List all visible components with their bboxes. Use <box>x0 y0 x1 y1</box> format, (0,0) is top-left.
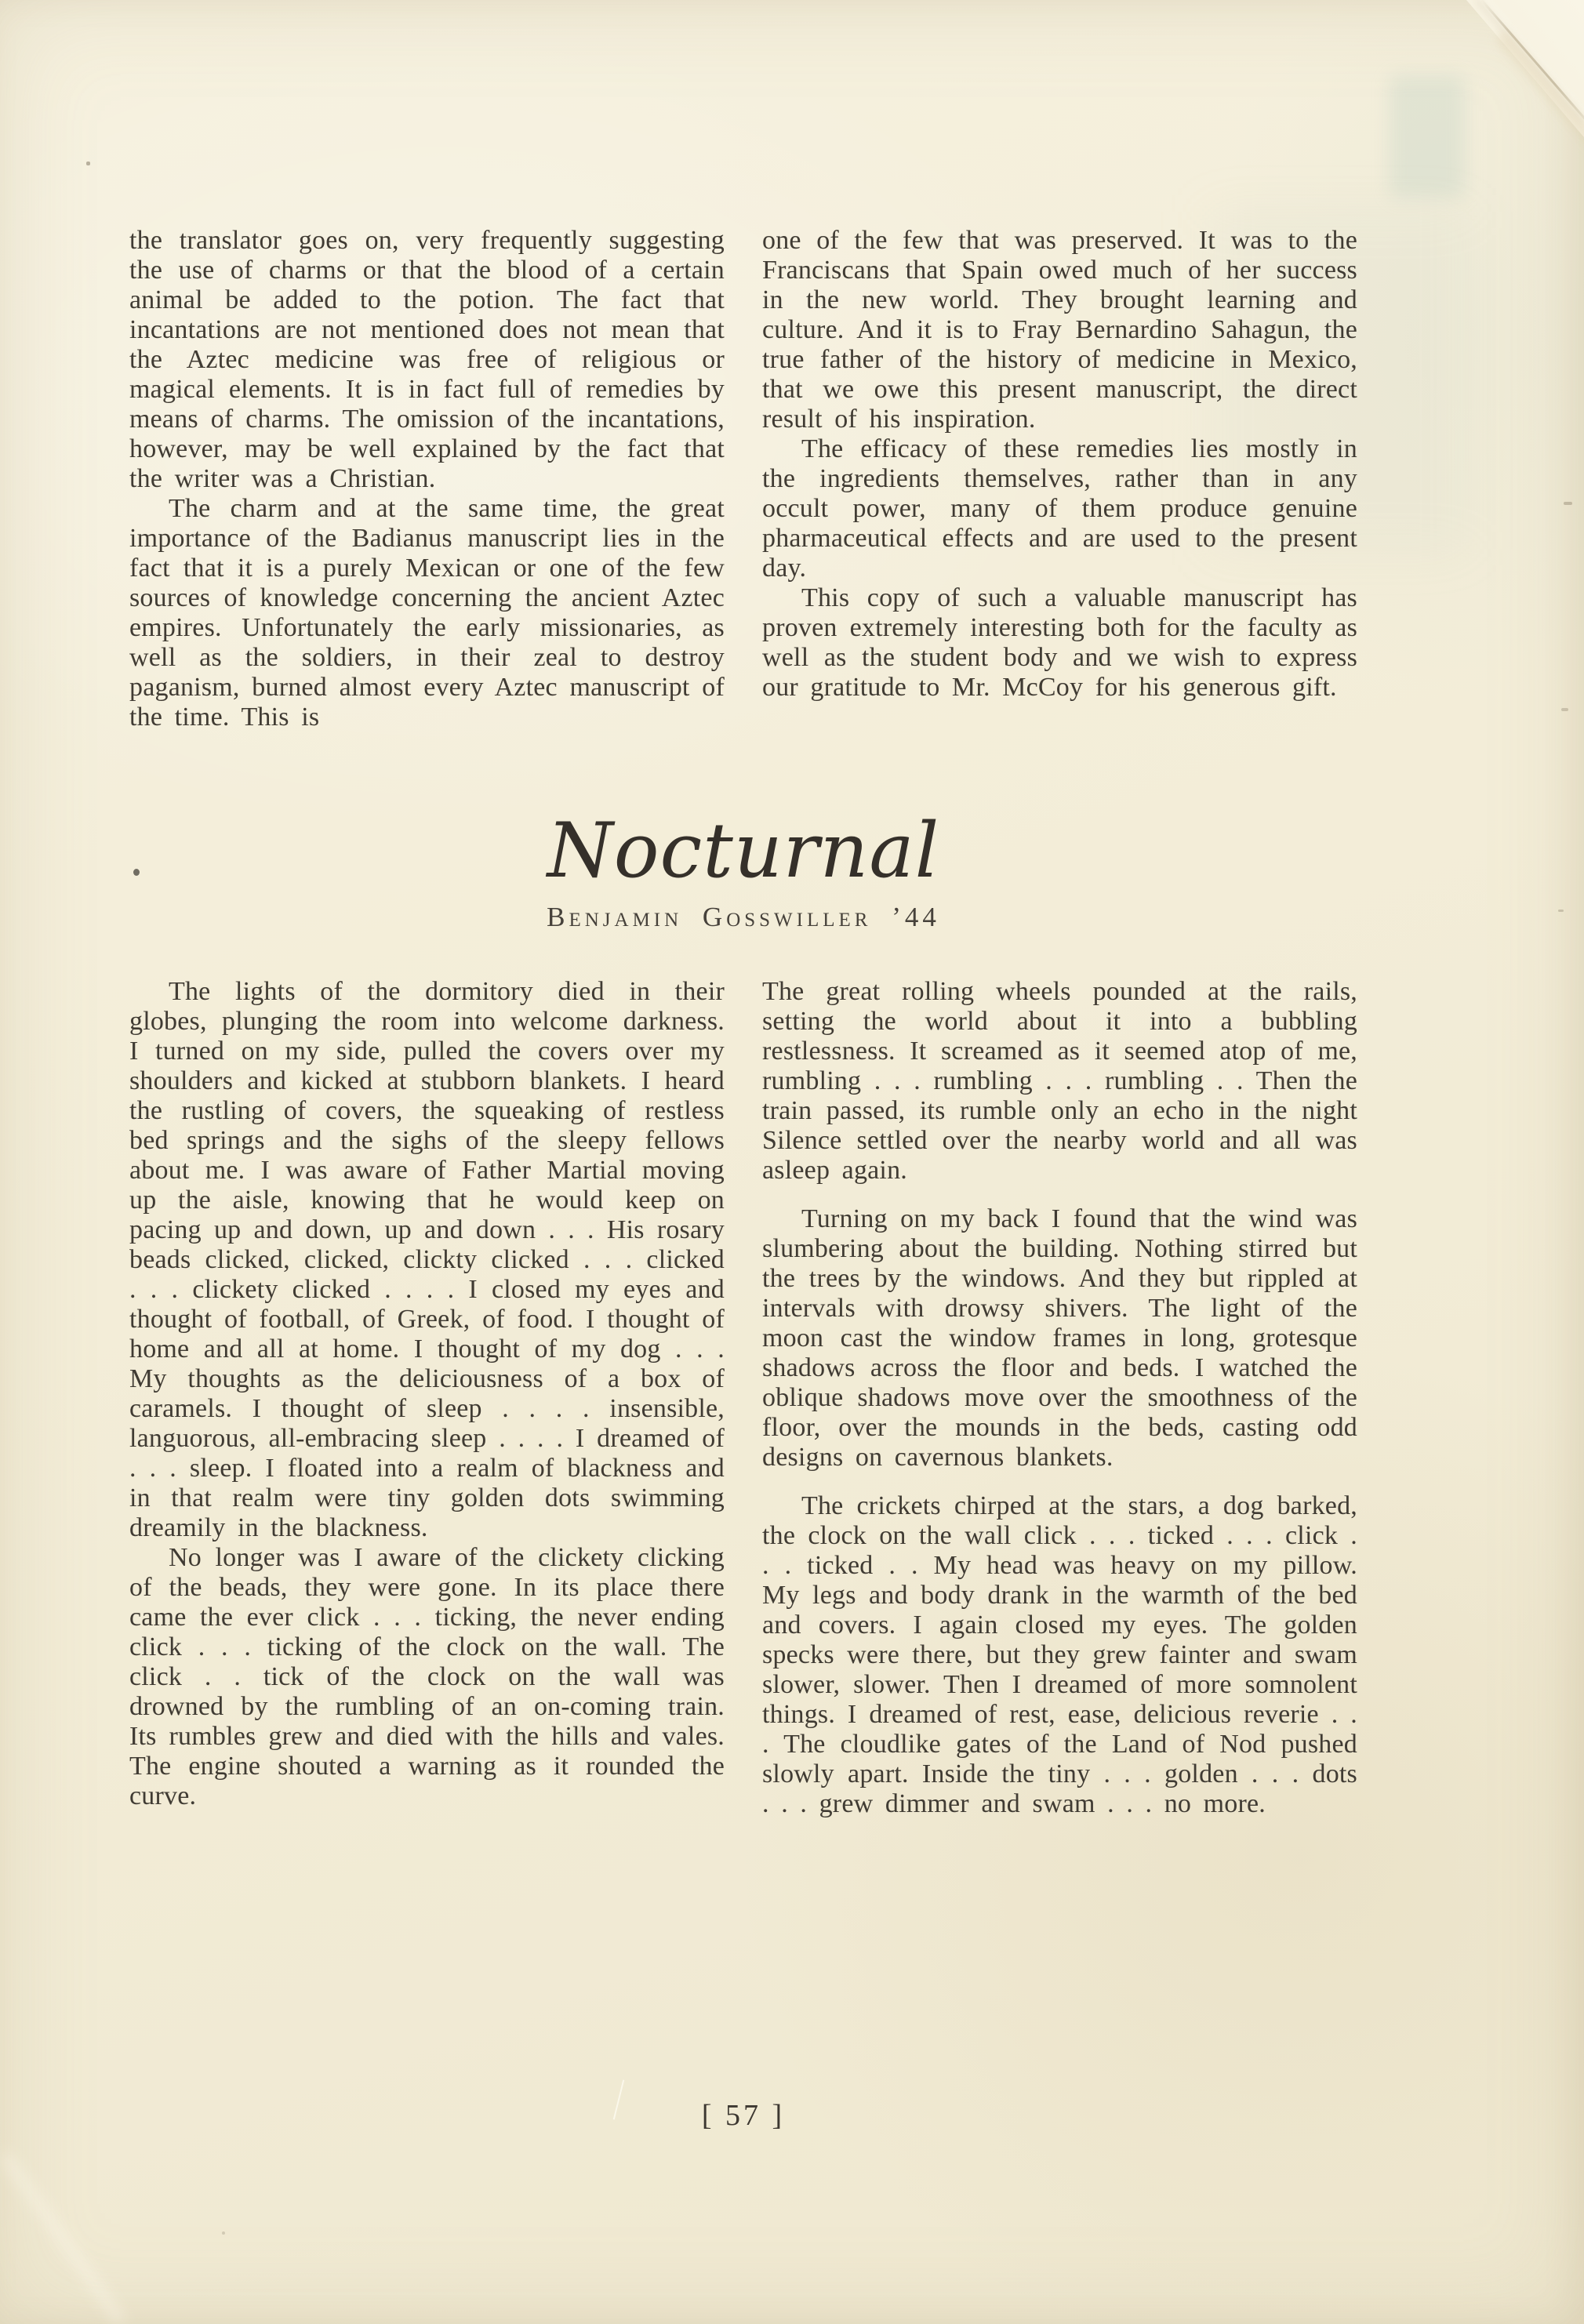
paragraph: Turning on my back I found that the wind was slumbering about the building. Nothing stirred but the trees by the windows. And they but rippled at intervals with drowsy shivers. The light of the moon cast the window frames in long, grotesque shadows across the floor and beds. I watched the oblique shadows move over the smoothness of the floor, over the mounds in the beds, casting odd designs on cavernous blankets. <box>762 1204 1357 1472</box>
ink-bleed-ghost <box>1390 75 1465 198</box>
paragraph: No longer was I aware of the clickety clicking of the beads, they were gone. In its place there came the ever click . . . ticking, the never ending click . . . ticking of the clock on the wall. The click . . tick of the clock on the wall was drowned by the rumbling of an on-coming train. Its rumbles grew and died with the hills and vales. The engine shouted a warning as it rounded the curve. <box>129 1543 725 1811</box>
paper-speck <box>222 2231 225 2235</box>
page-content <box>129 0 1357 1819</box>
paper-speck <box>1561 708 1568 711</box>
paragraph: The lights of the dormitory died in their globes, plunging the room into welcome darkness. I turned on my side, pulled the covers over my shoulders and kicked at stubborn blankets. I heard the rustling of covers, the squeaking of restless bed springs and the sighs of the sleepy fellows about me. I was aware of Father Martial moving up the aisle, knowing that he would keep on pacing up and down, up and down . . . His rosary beads clicked, clicked, clickty clicked . . . clicked . . . clickety clicked . . . . I closed my eyes and thought of football, of Greek, of food. I thought of home and all at home. I thought of my dog . . . My thoughts as the deliciousness of a box of caramels. I thought of sleep . . . . insensible, languorous, all-embracing sleep . . . . I dreamed of . . . sleep. I floated into a realm of blackness and in that realm were tiny golden dots swimming dreamily in the blackness. <box>129 977 725 1543</box>
top-right-column <box>762 226 1357 732</box>
paragraph: The great rolling wheels pounded at the rails, setting the world about it into a bubbling restlessness. It screamed as it seemed atop of me, rumbling . . . rumbling . . . rumbling . . Then the train passed, its rumble only an echo in the night Silence settled over the nearby world and all was asleep again. <box>762 977 1357 1186</box>
paper-speck <box>1558 910 1564 912</box>
paragraph: one of the few that was preserved. It was to the Franciscans that Spain owed much of her success in the new world. They brought learning and culture. And it is to Fray Bernardino Sahagun, the true father of the history of medicine in Mexico, that we owe this present manuscript, the direct result of his inspiration. <box>762 226 1357 434</box>
paragraph: The crickets chirped at the stars, a dog barked, the clock on the wall click . . . ticked . . . click . . . ticked . . My head was heavy on my pillow. My legs and body drank in the warmth of the bed and covers. I again closed my eyes. The golden specks were there, but they grew fainter and swam slower, slower. Then I dreamed of more somnolent things. I dreamed of rest, ease, delicious reverie . . . The cloudlike gates of the Land of Nod pushed slowly apart. Inside the tiny . . . golden . . . dots . . . grew dimmer and swam . . . no more. <box>762 1491 1357 1819</box>
story-header <box>129 808 1357 933</box>
story-byline: Benjamin Gosswiller ’44 <box>547 902 940 933</box>
story-left-column <box>129 977 725 1819</box>
paper-speck <box>1564 502 1572 505</box>
page-number: [ 57 ] <box>701 2099 786 2132</box>
bottom-corner-crease <box>1 2153 124 2324</box>
story-body <box>129 977 1357 1819</box>
paragraph: the translator goes on, very frequently suggesting the use of charms or that the blood of a certain animal be added to the potion. The fact that incantations are not mentioned does not mean that the Aztec medicine was free of religious or magical elements. It is in fact full of remedies by means of charms. The omission of the incantations, however, may be well explained by the fact that the writer was a Christian. <box>129 226 725 493</box>
top-left-column <box>129 226 725 732</box>
story-title: Nocturnal <box>547 807 940 895</box>
paragraph: The charm and at the same time, the great importance of the Badianus manuscript lies in the fact that it is a purely Mexican or one of the few sources of knowledge concerning the ancient Aztec empires. Unfortunately the early missionaries, as well as the soldiers, in their zeal to destroy paganism, burned almost every Aztec manuscript of the time. This is <box>129 494 725 732</box>
paragraph: The efficacy of these remedies lies mostly in the ingredients themselves, rather than in any occult power, many of them produce genuine pharmaceutical effects and are used to the present day. <box>762 434 1357 583</box>
paper-speck <box>86 162 90 165</box>
story-right-column <box>762 977 1357 1819</box>
paragraph: This copy of such a valuable manuscript has proven extremely interesting both for the faculty as well as the student body and we wish to express our gratitude to Mr. McCoy for his generous gift. <box>762 583 1357 702</box>
article-continuation <box>129 0 1357 732</box>
